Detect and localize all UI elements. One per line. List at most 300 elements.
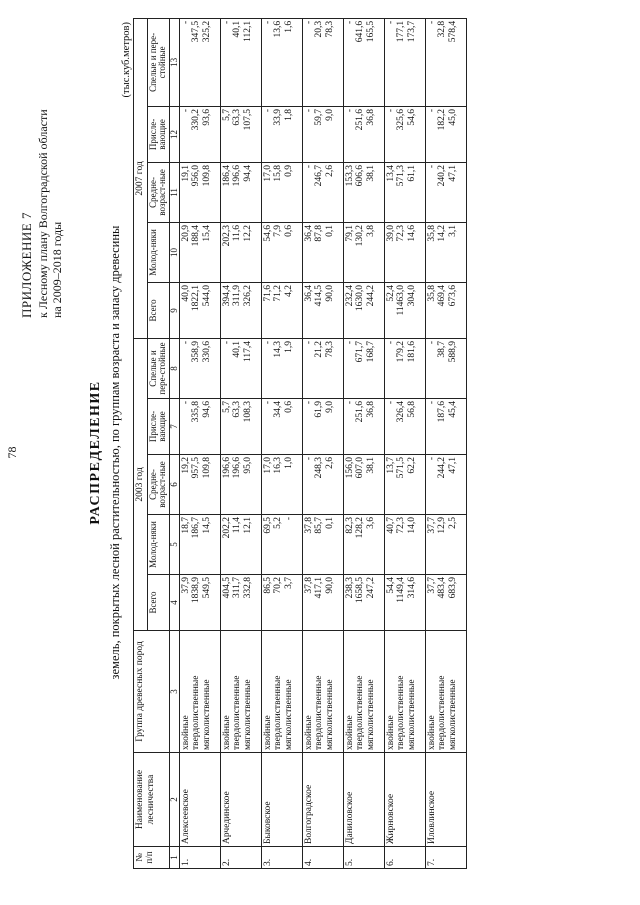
value-cell-c8	[343, 338, 384, 398]
value: 202,2	[221, 517, 232, 539]
value: 38,7	[437, 340, 448, 358]
value-cell-c9	[343, 282, 384, 338]
header-young-2007: Молод-няки	[147, 222, 169, 282]
value: 0,9	[283, 164, 294, 177]
value: 40,1	[232, 20, 243, 38]
row-number: 2.	[220, 847, 261, 869]
column-number-row	[169, 18, 179, 868]
value-cell-c8	[425, 338, 466, 398]
column-number: 4	[169, 575, 179, 631]
value: 1630,0	[355, 284, 366, 312]
header-maturing-2003: Присле-вающие	[147, 399, 169, 455]
species-group-cell	[220, 631, 261, 753]
value: 14,2	[437, 224, 448, 242]
value-cell-c8	[261, 338, 302, 398]
value: 3,6	[365, 517, 376, 529]
value-cell-c6	[343, 455, 384, 515]
value: 37,7	[426, 517, 437, 534]
value: 671,7	[355, 340, 366, 363]
value-cell-c6	[220, 455, 261, 515]
value: 5,7	[221, 108, 232, 121]
value-cell-c9	[384, 282, 425, 338]
value: 571,3	[396, 164, 407, 187]
value: 19,1	[180, 164, 191, 182]
value-cell-c11	[220, 162, 261, 222]
value: 5,2	[273, 517, 284, 529]
value: 0,1	[324, 224, 335, 237]
species-group: мягколиственные	[283, 679, 294, 750]
header-total-2007: Всего	[147, 282, 169, 338]
value: 61,9	[314, 401, 325, 418]
value: 94,6	[201, 401, 212, 418]
value: 14,6	[406, 224, 417, 242]
value-cell-c5	[302, 515, 343, 575]
value: 246,7	[314, 164, 325, 187]
value: 47,1	[447, 457, 458, 474]
value: 606,6	[355, 164, 366, 187]
value: 394,4	[221, 284, 232, 307]
column-number: 5	[169, 515, 179, 575]
value: -	[262, 401, 273, 405]
value: 404,5	[221, 577, 232, 599]
value: 417,1	[314, 577, 325, 599]
value: 38,1	[365, 164, 376, 182]
row-number: 4.	[302, 847, 343, 869]
value: 33,9	[273, 108, 284, 126]
value: 40,7	[385, 517, 396, 534]
value: 2,6	[324, 164, 335, 177]
value: 153,3	[344, 164, 355, 187]
value: 12,1	[242, 517, 253, 534]
header-name: Наименование лесничества	[134, 753, 170, 847]
column-number: 9	[169, 282, 179, 338]
value: 196,6	[221, 457, 232, 479]
value: 94,4	[242, 164, 253, 182]
value: -	[180, 108, 191, 113]
species-group: мягколиственные	[201, 679, 212, 750]
value-cell-c5	[384, 515, 425, 575]
table-row	[261, 18, 302, 868]
value: 59,7	[314, 108, 325, 126]
value: 36,4	[303, 284, 314, 302]
species-group: хвойные	[221, 715, 232, 750]
species-group: хвойные	[180, 715, 191, 750]
value: 314,6	[406, 577, 417, 599]
value: 14,5	[201, 517, 212, 534]
value: 325,2	[201, 20, 212, 43]
value: 109,8	[201, 457, 212, 479]
row-number: 1.	[179, 847, 220, 869]
header-year-2003: 2003 год	[134, 338, 148, 630]
table-row	[302, 18, 343, 868]
column-number: 7	[169, 399, 179, 455]
species-group: хвойные	[344, 715, 355, 750]
value: 156,0	[344, 457, 355, 479]
value: 36,8	[365, 108, 376, 126]
value: 40,0	[180, 284, 191, 302]
value-cell-c4	[302, 575, 343, 631]
value: -	[303, 20, 314, 25]
column-number: 13	[169, 18, 179, 106]
value: 85,7	[314, 517, 325, 534]
column-number: 10	[169, 222, 179, 282]
value-cell-c7	[302, 399, 343, 455]
value: 0,1	[324, 517, 335, 529]
value-cell-c6	[384, 455, 425, 515]
value: 578,4	[447, 20, 458, 43]
value: 956,0	[191, 164, 202, 187]
value: 0,6	[283, 224, 294, 237]
value: 1822,1	[191, 284, 202, 312]
value: -	[221, 340, 232, 345]
forestry-name: Алексеевское	[179, 753, 220, 847]
value: 1,8	[283, 108, 294, 121]
column-number: 8	[169, 338, 179, 398]
species-group: мягколиственные	[242, 679, 253, 750]
value-cell-c6	[179, 455, 220, 515]
header-no: № п/п	[134, 847, 170, 869]
value: -	[283, 517, 294, 521]
value-cell-c10	[179, 222, 220, 282]
value: 549,5	[201, 577, 212, 599]
value: 247,2	[365, 577, 376, 599]
value: 54,6	[406, 108, 417, 126]
value-cell-c13	[302, 18, 343, 106]
value: 311,7	[232, 577, 243, 599]
value: 15,4	[201, 224, 212, 242]
value: -	[426, 457, 437, 461]
value: 202,3	[221, 224, 232, 247]
value: 469,4	[437, 284, 448, 307]
forestry-name: Волгоградское	[302, 753, 343, 847]
forestry-name: Жирновское	[384, 753, 425, 847]
appendix-line: к Лесному плану Волгоградской области	[36, 109, 50, 318]
value-cell-c10	[343, 222, 384, 282]
value: 186,7	[191, 517, 202, 539]
value: 304,0	[406, 284, 417, 307]
species-group-cell	[343, 631, 384, 753]
value: -	[221, 20, 232, 25]
value: 35,8	[426, 224, 437, 242]
value: -	[344, 20, 355, 25]
value: 196,6	[232, 164, 243, 187]
value: -	[426, 20, 437, 25]
value: 173,7	[406, 20, 417, 43]
value: 14,0	[406, 517, 417, 534]
header-year-2007: 2007 год	[134, 18, 148, 338]
column-number: 6	[169, 455, 179, 515]
value: 63,3	[232, 108, 243, 126]
table-row	[220, 18, 261, 868]
value: 11,4	[232, 517, 243, 534]
value: 188,4	[191, 224, 202, 247]
value-cell-c5	[425, 515, 466, 575]
value-cell-c9	[220, 282, 261, 338]
value: 17,0	[262, 164, 273, 182]
table-row	[384, 18, 425, 868]
page-number: 78	[5, 446, 19, 459]
value: 251,6	[355, 108, 366, 131]
value: 414,5	[314, 284, 325, 307]
value-cell-c12	[343, 106, 384, 162]
species-group: мягколиственные	[324, 679, 335, 750]
value: 11463,0	[396, 284, 407, 316]
value: 251,6	[355, 401, 366, 423]
header-young-2003: Молод-няки	[147, 515, 169, 575]
value-cell-c11	[384, 162, 425, 222]
value: 673,6	[447, 284, 458, 307]
value-cell-c4	[425, 575, 466, 631]
value: 18,7	[180, 517, 191, 534]
value-cell-c12	[179, 106, 220, 162]
forestry-name: Иловлинское	[425, 753, 466, 847]
column-number: 12	[169, 106, 179, 162]
forestry-name: Арчединское	[220, 753, 261, 847]
value: 311,9	[232, 284, 243, 306]
value: 165,5	[365, 20, 376, 43]
table-body	[179, 18, 466, 868]
value: 347,5	[191, 20, 202, 43]
value: 1,9	[283, 340, 294, 353]
species-group-cell	[425, 631, 466, 753]
value-cell-c4	[384, 575, 425, 631]
value: 52,4	[385, 284, 396, 302]
value: 71,2	[273, 284, 284, 302]
value: 196,6	[232, 457, 243, 479]
value: 54,4	[385, 577, 396, 594]
value-cell-c9	[302, 282, 343, 338]
value-cell-c10	[425, 222, 466, 282]
value: 4,2	[283, 284, 294, 297]
value: 72,3	[396, 224, 407, 242]
value: 108,3	[242, 401, 253, 423]
value-cell-c11	[261, 162, 302, 222]
value: 244,2	[365, 284, 376, 307]
value-cell-c10	[302, 222, 343, 282]
species-group: хвойные	[262, 715, 273, 750]
value: -	[303, 164, 314, 169]
species-group-cell	[179, 631, 220, 753]
value: 109,8	[201, 164, 212, 187]
value-cell-c5	[179, 515, 220, 575]
value-cell-c7	[261, 399, 302, 455]
value-cell-c13	[384, 18, 425, 106]
value: -	[303, 457, 314, 461]
value: 90,0	[324, 284, 335, 302]
species-group-cell	[261, 631, 302, 753]
row-number: 5.	[343, 847, 384, 869]
species-group: твердолиственные	[232, 675, 243, 750]
value: 15,8	[273, 164, 284, 182]
value: -	[385, 20, 396, 25]
value: 19,2	[180, 457, 191, 474]
table-row	[179, 18, 220, 868]
value-cell-c11	[302, 162, 343, 222]
value: 2,5	[447, 517, 458, 529]
species-group: твердолиственные	[273, 675, 284, 750]
value: 78,3	[324, 20, 335, 38]
species-group: твердолиственные	[437, 675, 448, 750]
value: 232,4	[344, 284, 355, 307]
row-number: 6.	[384, 847, 425, 869]
value: 13,4	[385, 164, 396, 182]
document-subtitle: земель, покрытых лесной растительностью, по группам возраста и запасу древесины	[108, 225, 122, 680]
species-group: мягколиственные	[406, 679, 417, 750]
value: 32,8	[437, 20, 448, 38]
value-cell-c11	[425, 162, 466, 222]
value: 47,1	[447, 164, 458, 182]
value: 37,8	[303, 577, 314, 594]
value: 1658,5	[355, 577, 366, 604]
value-cell-c8	[179, 338, 220, 398]
value: 607,0	[355, 457, 366, 479]
value-cell-c8	[302, 338, 343, 398]
value-cell-c9	[425, 282, 466, 338]
value: -	[344, 108, 355, 113]
value-cell-c5	[220, 515, 261, 575]
value: 2,6	[324, 457, 335, 469]
value: 244,2	[437, 457, 448, 479]
value: 93,6	[201, 108, 212, 126]
species-group-cell	[302, 631, 343, 753]
value-cell-c7	[343, 399, 384, 455]
value: 95,0	[242, 457, 253, 474]
value: 54,6	[262, 224, 273, 242]
value: 1149,4	[396, 577, 407, 603]
value: -	[303, 340, 314, 345]
value: 238,3	[344, 577, 355, 599]
value: 0,6	[283, 401, 294, 413]
column-number: 11	[169, 162, 179, 222]
value: 71,6	[262, 284, 273, 302]
value: 72,3	[396, 517, 407, 534]
value: 37,7	[426, 577, 437, 594]
value: 683,9	[447, 577, 458, 599]
value-cell-c5	[343, 515, 384, 575]
value-cell-c10	[384, 222, 425, 282]
value-cell-c12	[220, 106, 261, 162]
value-cell-c7	[220, 399, 261, 455]
header-maturing-2007: Присле-вающие	[147, 106, 169, 162]
value: 9,0	[324, 108, 335, 121]
value: 21,2	[314, 340, 325, 358]
value-cell-c12	[425, 106, 466, 162]
value: 335,8	[191, 401, 202, 423]
value: 112,1	[242, 20, 253, 42]
value: 1838,9	[191, 577, 202, 604]
appendix-title: ПРИЛОЖЕНИЕ 7	[19, 212, 34, 318]
value: 86,5	[262, 577, 273, 594]
species-group: хвойные	[385, 715, 396, 750]
distribution-table	[133, 18, 467, 869]
value: 332,8	[242, 577, 253, 599]
value: 40,1	[232, 340, 243, 358]
value-cell-c13	[425, 18, 466, 106]
value-cell-c4	[220, 575, 261, 631]
species-group-cell	[384, 631, 425, 753]
value: 34,4	[273, 401, 284, 418]
value-cell-c7	[179, 399, 220, 455]
value: 14,3	[273, 340, 284, 358]
value: 186,4	[221, 164, 232, 187]
document-title: РАСПРЕДЕЛЕНИЕ	[88, 380, 103, 525]
header-middle-2007: Средне-возраст-ные	[147, 162, 169, 222]
value: -	[262, 20, 273, 25]
value: 45,4	[447, 401, 458, 418]
value: 1,6	[283, 20, 294, 33]
value: 248,3	[314, 457, 325, 479]
value: 3,1	[447, 224, 458, 237]
value: 37,8	[303, 517, 314, 534]
value-cell-c10	[261, 222, 302, 282]
value: 11,6	[232, 224, 243, 242]
value: -	[180, 340, 191, 345]
value: 35,8	[426, 284, 437, 302]
value: 326,4	[396, 401, 407, 423]
value: 39,0	[385, 224, 396, 242]
value: 130,2	[355, 224, 366, 247]
value-cell-c4	[343, 575, 384, 631]
value: -	[385, 108, 396, 113]
value: 326,2	[242, 284, 253, 307]
value: 641,6	[355, 20, 366, 43]
value: 3,8	[365, 224, 376, 237]
species-group: твердолиственные	[314, 675, 325, 750]
value: 483,4	[437, 577, 448, 599]
value-cell-c13	[220, 18, 261, 106]
value-cell-c10	[220, 222, 261, 282]
value: 544,0	[201, 284, 212, 307]
value: -	[262, 108, 273, 113]
value: 12,2	[242, 224, 253, 242]
value: 20,9	[180, 224, 191, 242]
value: 13,7	[385, 457, 396, 474]
value: 36,8	[365, 401, 376, 418]
value: -	[385, 401, 396, 405]
value-cell-c5	[261, 515, 302, 575]
value-cell-c9	[261, 282, 302, 338]
value-cell-c4	[179, 575, 220, 631]
value: 1,0	[283, 457, 294, 469]
value: 90,0	[324, 577, 335, 594]
value: -	[426, 401, 437, 405]
value: 107,5	[242, 108, 253, 131]
header-mature-2003: Спелые и пере-стойные	[147, 338, 169, 398]
value: 87,8	[314, 224, 325, 242]
forestry-name: Быковское	[261, 753, 302, 847]
species-group: мягколиственные	[365, 679, 376, 750]
header-group: Группа древесных пород	[134, 631, 170, 753]
value: 45,0	[447, 108, 458, 126]
value-cell-c9	[179, 282, 220, 338]
value: 177,1	[396, 20, 407, 43]
column-number: 1	[169, 847, 179, 869]
value-cell-c7	[384, 399, 425, 455]
value-cell-c8	[220, 338, 261, 398]
species-group: твердолиственные	[396, 675, 407, 750]
value: 3,7	[283, 577, 294, 589]
value: 330,6	[201, 340, 212, 363]
value-cell-c6	[302, 455, 343, 515]
value: -	[385, 340, 396, 345]
value: 12,9	[437, 517, 448, 534]
value: 187,6	[437, 401, 448, 423]
value: 325,6	[396, 108, 407, 131]
value: 128,2	[355, 517, 366, 539]
value: -	[426, 340, 437, 345]
value: -	[180, 20, 191, 25]
units-label: (тыс.куб.метров)	[121, 22, 132, 98]
